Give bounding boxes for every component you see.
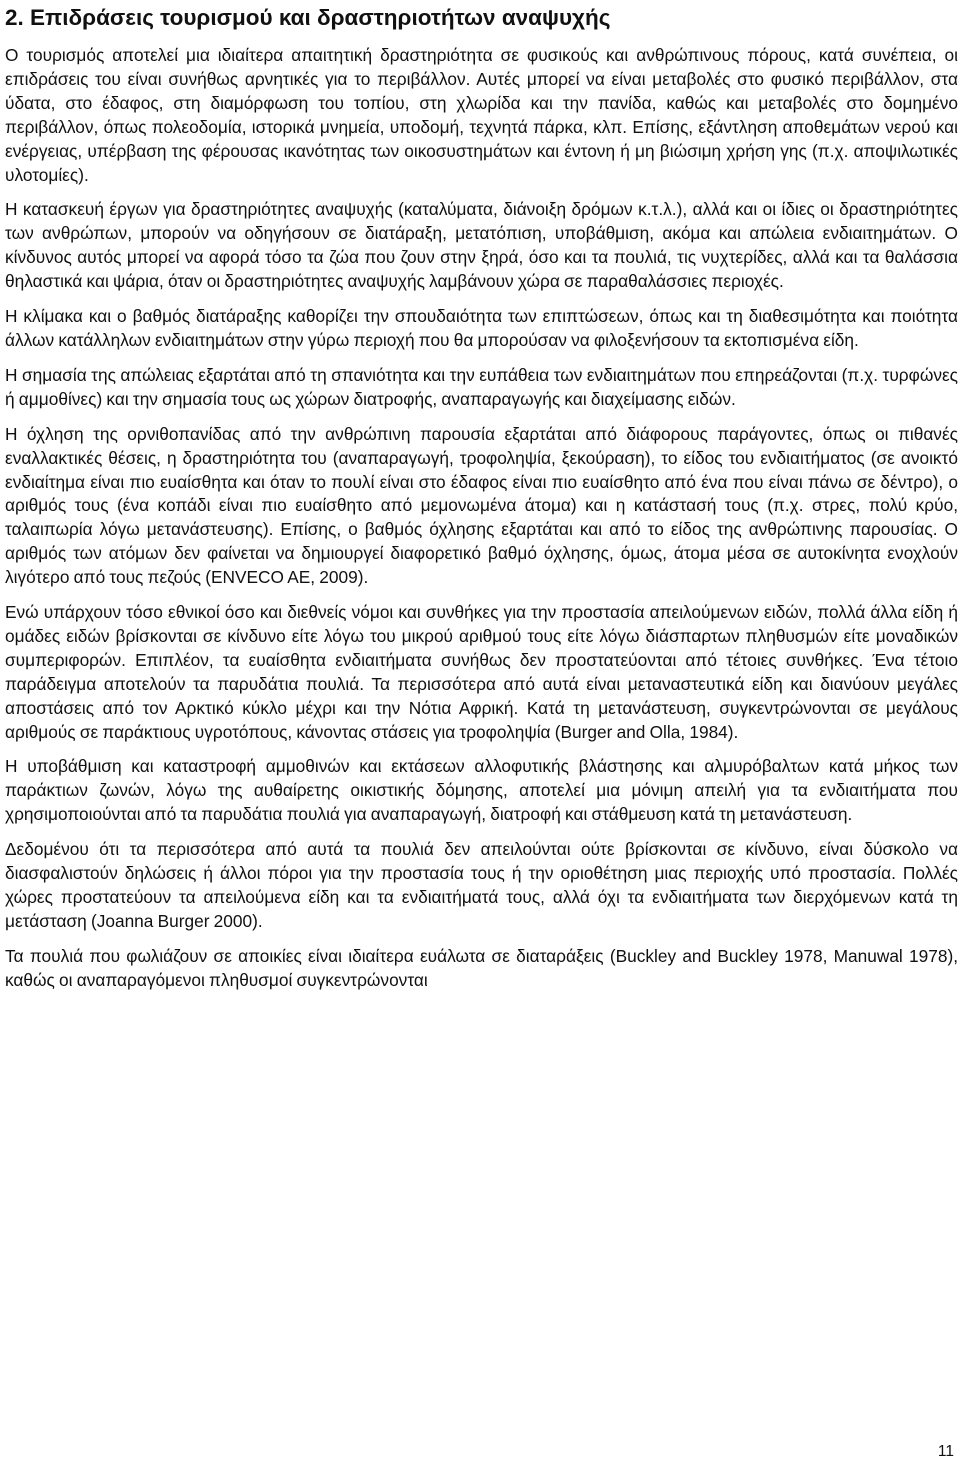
section-heading: 2. Επιδράσεις τουρισμού και δραστηριοτήτων αναψυχής	[5, 5, 611, 30]
paragraph-bird-disturbance: Η όχληση της ορνιθοπανίδας από την ανθρώπινη παρουσία εξαρτάται από διάφορους παράγοντες, όπως οι πιθανές εναλλακτικές θέσεις, η δραστηριότητα του (αναπαραγωγή, τροφοληψία, ξεκούραση), το είδος του ενδιαιτήματος (σε ανοικτό ενδιαίτημα είναι πιο ευαίσθητα και όταν το πουλί είναι στο έδαφος είναι πιο ευαίσθητο από ένα που είναι πάνω σε δέντρο), ο αριθμός τους (ένα κοπάδι είναι πιο ευαίσθητο από μεμονωμένα άτομα) και η κατάστασή τους (π.χ. στρες, πολύ κρύο, ταλαιπωρία λόγω μετανάστευσης). Επίσης, ο βαθμός όχλησης εξαρτάται και από το είδος της ανθρώπινης παρουσίας. Ο αριθμός των ατόμων δεν φαίνεται να δημιουργεί διαφορετικό βαθμό όχλησης, όμως, άτομα μέσα σε αυτοκίνητα ενοχλούν λιγότερο από τους πεζούς (ENVECO AE, 2009).	[5, 423, 958, 588]
page-number: 11	[937, 1443, 954, 1460]
paragraph-tourism-impacts: Ο τουρισμός αποτελεί μια ιδιαίτερα απαιτητική δραστηριότητα σε φυσικούς και ανθρώπινους πόρους, κατά συνέπεια, οι επιδράσεις του είναι συνήθως αρνητικές για το περιβάλλον. Αυτές μπορεί να είναι μεταβολές στο φυσικό περιβάλλον, στα ύδατα, στο έδαφος, στη διαμόρφωση του τοπίου, στη χλωρίδα και την πανίδα, καθώς και μεταβολές στο δομημένο περιβάλλον, όπως πολεοδομία, ιστορικά μνημεία, υποδομή, τεχνητά πάρκα, κλπ. Επίσης, εξάντληση αποθεμάτων νερού και ενέργειας, υπέρβαση της φέρουσας ικανότητας των οικοσυστημάτων και έντονη ή μη βιώσιμη χρήση γης (π.χ. αποψιλωτικές υλοτομίες).	[5, 45, 958, 185]
paragraph-protection-laws: Ενώ υπάρχουν τόσο εθνικοί όσο και διεθνείς νόμοι και συνθήκες για την προστασία απειλούμενων ειδών, πολλά άλλα είδη ή ομάδες ειδών βρίσκονται σε κίνδυνο είτε λόγω του μικρού αριθμού τους είτε λόγω διάσπαρτων πληθυσμών είτε μοναδικών συμπεριφορών. Επιπλέον, τα ευαίσθητα ενδιαιτήματα συνήθως δεν προστατεύονται από τέτοιες συνθήκες. Ένα τέτοιο παράδειγμα αποτελούν τα παρυδάτια πουλιά. Τα περισσότερα από αυτά είναι μεταναστευτικά είδη και διανύουν μεγάλες αποστάσεις από τον Αρκτικό κύκλο μέχρι και την Νότια Αφρική. Κατά τη μετανάστευση, συγκεντρώνονται σε μεγάλους αριθμούς σε παράκτιους υγροτόπους, κάνοντας στάσεις για τροφοληψία (Burger and Olla, 1984).	[5, 602, 958, 742]
paragraph-habitat-loss: Η σημασία της απώλειας εξαρτάται από τη σπανιότητα και την ευπάθεια των ενδιαιτημάτων που επηρεάζονται (π.χ. τυρφώνες ή αμμοθίνες) και την σημασία τους ως χώρων διατροφής, αναπαραγωγής και διαχείμασης ειδών.	[5, 364, 958, 409]
paragraph-dune-degradation: Η υποβάθμιση και καταστροφή αμμοθινών και εκτάσεων αλλοφυτικής βλάστησης και αλμυρόβαλτων κατά μήκος των παράκτιων ζωνών, λόγω της αυθαίρετης οικιστικής δόμησης, αποτελεί μια μόνιμη απειλή για τα ενδιαιτήματα που χρησιμοποιούνται από τα παρυδάτια πουλιά για αναπαραγωγή, διατροφή και στάθμευση κατά τη μετανάστευση.	[5, 756, 958, 825]
paragraph-protection-resources: Δεδομένου ότι τα περισσότερα από αυτά τα πουλιά δεν απειλούνται ούτε βρίσκονται σε κίνδυνο, είναι δύσκολο να διασφαλιστούν δηλώσεις ή άλλοι πόροι για την προστασία τους ή την οριοθέτηση μιας περιοχής υπό προστασία. Πολλές χώρες προστατεύουν τα απειλούμενα είδη και τα ενδιαιτήματά τους, αλλά όχι τα ενδιαιτήματα των διερχόμενων κατά τη μετάσταση (Joanna Burger 2000).	[5, 839, 958, 931]
paragraph-colonial-birds: Τα πουλιά που φωλιάζουν σε αποικίες είναι ιδιαίτερα ευάλωτα σε διαταράξεις (Buckley and Buckley 1978, Manuwal 1978), καθώς οι αναπαραγόμενοι πληθυσμοί συγκεντρώνονται	[5, 945, 958, 990]
paragraph-disturbance-scale: Η κλίμακα και ο βαθμός διατάραξης καθορίζει την σπουδαιότητα των επιπτώσεων, όπως και τη διαθεσιμότητα και ποιότητα άλλων κατάλληλων ενδιαιτημάτων στην γύρω περιοχή που θα μπορούσαν να φιλοξενήσουν τα εκτοπισμένα είδη.	[5, 306, 958, 350]
paragraph-recreation-construction: Η κατασκευή έργων για δραστηριότητες αναψυχής (καταλύματα, διάνοιξη δρόμων κ.τ.λ.), αλλά και οι ίδιες οι δραστηριότητες των ανθρώπων, μπορούν να οδηγήσουν σε διατάραξη, μετατόπιση, υποβάθμιση, ακόμα και απώλεια ενδιαιτημάτων. Ο κίνδυνος αυτός μπορεί να αφορά τόσο τα ζώα που ζουν στην ξηρά, όσο και τα πουλιά, τις νυχτερίδες, αλλά και τα θαλάσσια θηλαστικά και ψάρια, όταν οι δραστηριότητες αναψυχής λαμβάνουν χώρα σε παραθαλάσσιες περιοχές.	[5, 199, 958, 292]
document-page	[5, 0, 958, 1004]
